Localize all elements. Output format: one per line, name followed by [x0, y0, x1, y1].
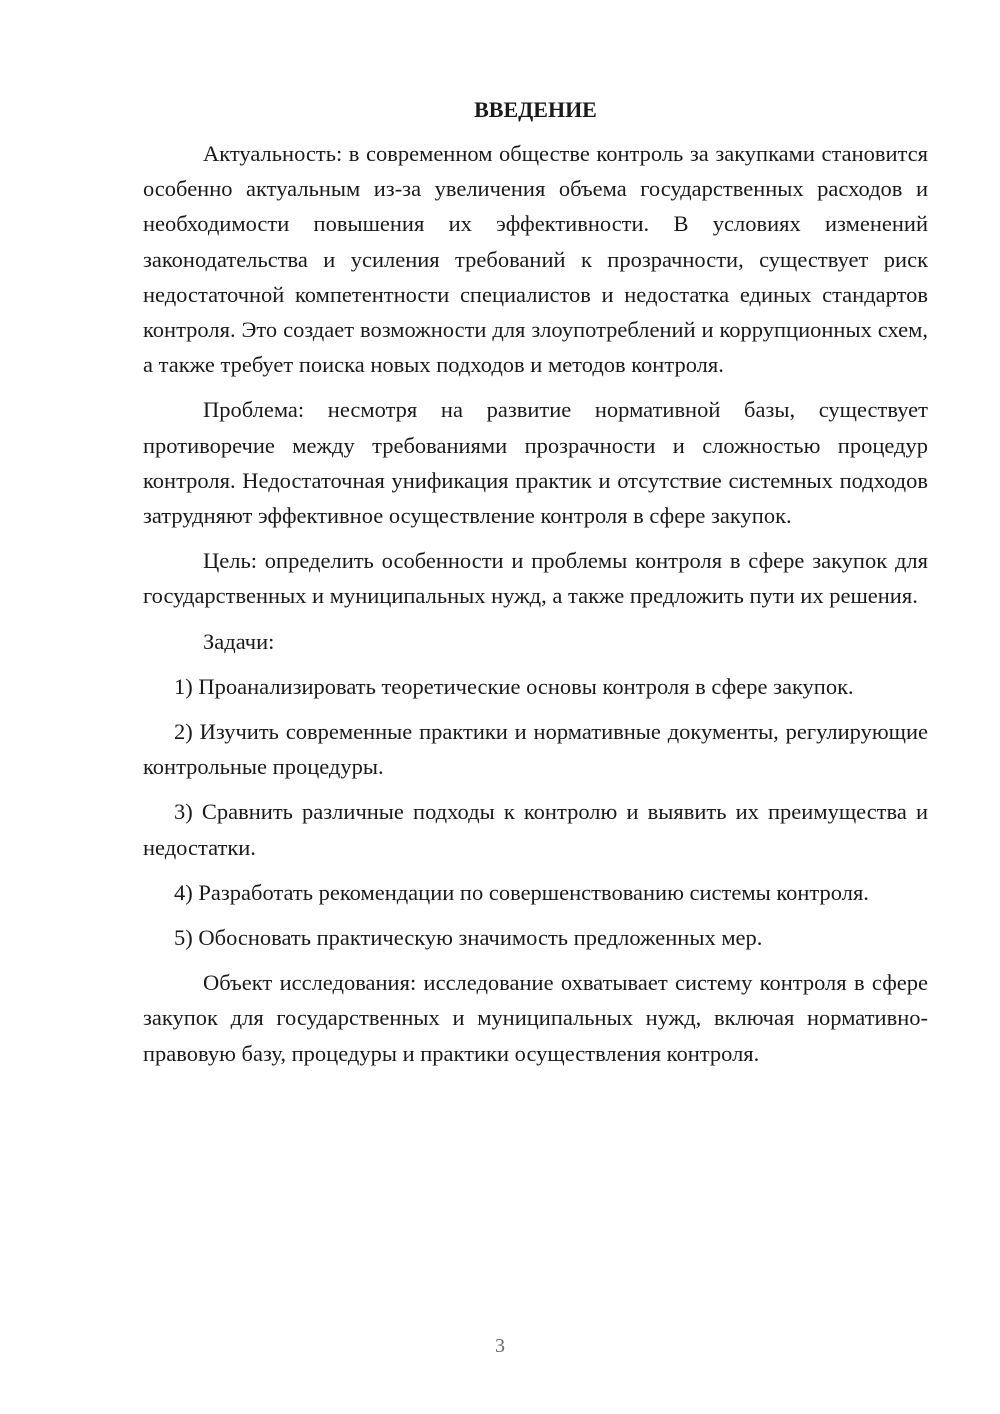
paragraph-problem: Проблема: несмотря на развитие нормативной базы, существует противоречие между требованиями прозрачности и сложностью процедур контроля. Недостаточная унификация практик и отсутствие системных подходов затрудняют эффективное осуществление контроля в сфере закупок. — [143, 397, 928, 529]
task-item: 1) Проанализировать теоретические основы контроля в сфере закупок. — [174, 673, 854, 699]
paragraph-object: Объект исследования: исследование охватывает систему контроля в сфере закупок для государственных и муниципальных нужд, включая нормативно-правовую базу, процедуры и практики осуществления контроля. — [143, 970, 928, 1066]
paragraph-goal: Цель: определить особенности и проблемы контроля в сфере закупок для государственных и муниципальных нужд, а также предложить пути их решения. — [143, 548, 928, 609]
task-item: 5) Обосновать практическую значимость предложенных мер. — [174, 925, 763, 951]
task-item: 4) Разработать рекомендации по совершенствованию системы контроля. — [174, 879, 869, 905]
task-item: 2) Изучить современные практики и нормативные документы, регулирующие контрольные процедуры. — [143, 719, 928, 780]
page-number: 3 — [495, 1335, 505, 1357]
paragraph-relevance: Актуальность: в современном обществе контроль за закупками становится особенно актуальным из-за увеличения объема государственных расходов и необходимости повышения их эффективности. В условиях изменений законодательства и усиления требований к прозрачности, существует риск недостаточной компетентности специалистов и недостатка единых стандартов контроля. Это создает возможности для злоупотреблений и коррупционных схем, а также требует поиска новых подходов и методов контроля. — [143, 141, 928, 378]
document-title: ВВЕДЕНИЕ — [474, 97, 597, 122]
tasks-heading: Задачи: — [203, 628, 275, 654]
document-page — [143, 92, 928, 1081]
task-item: 3) Сравнить различные подходы к контролю и выявить их преимущества и недостатки. — [143, 799, 928, 860]
